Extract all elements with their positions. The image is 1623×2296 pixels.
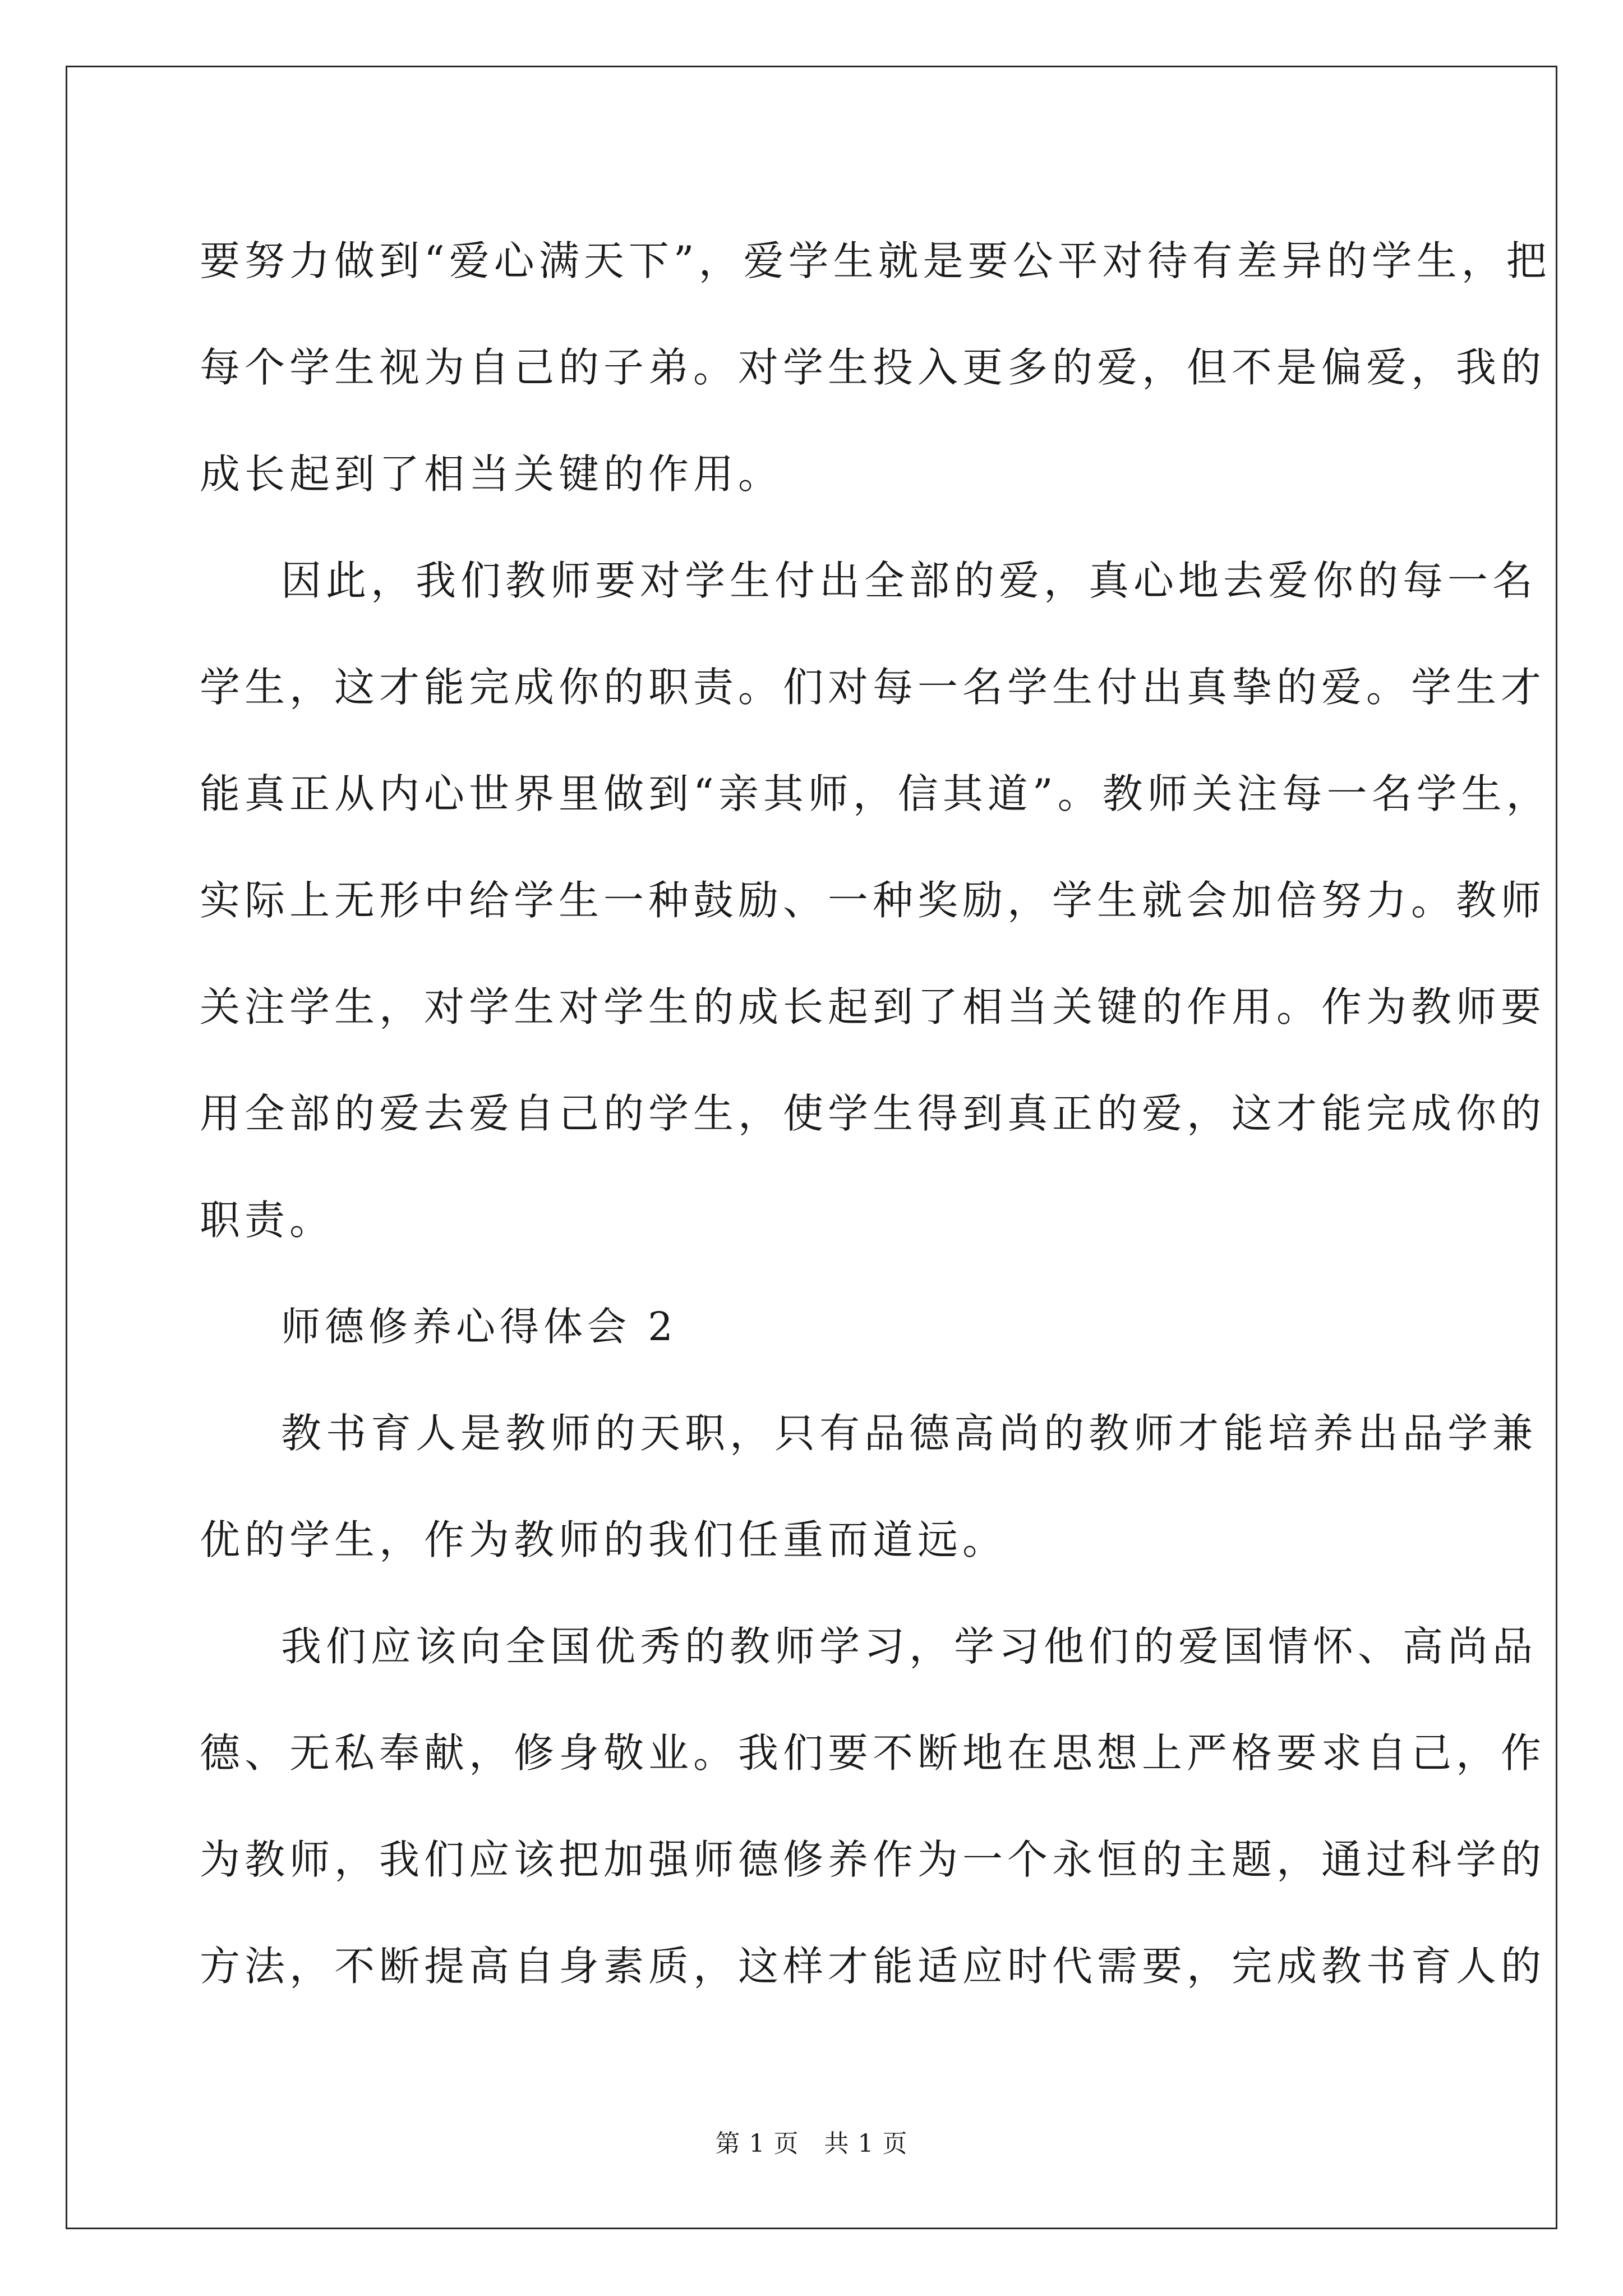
- text-line: 每个学生视为自己的子弟。对学生投入更多的爱，但不是偏爱，我的: [200, 344, 1546, 391]
- document-body: [200, 208, 1551, 2019]
- text-line: 要努力做到“爱心满天下”，爱学生就是要公平对待有差异的学生，把: [200, 237, 1551, 284]
- text-line: 关注学生，对学生对学生的成长起到了相当关键的作用。作为教师要: [200, 983, 1546, 1030]
- paragraph-start-line: 教书育人是教师的天职，只有品德高尚的教师才能培养出品学兼: [281, 1410, 1538, 1457]
- text-line: 职责。: [200, 1197, 335, 1244]
- text-line: 学生，这才能完成你的职责。们对每一名学生付出真挚的爱。学生才: [200, 664, 1546, 711]
- text-line: 优的学生，作为教师的我们任重而道远。: [200, 1516, 1008, 1563]
- text-line: 成长起到了相当关键的作用。: [200, 450, 783, 498]
- text-line: 方法，不断提高自身素质，这样才能适应时代需要，完成教书育人的: [200, 1943, 1546, 1990]
- section-heading: 师德修养心得体会 2: [281, 1304, 677, 1350]
- text-line: 德、无私奉献，修身敬业。我们要不断地在思想上严格要求自己，作: [200, 1729, 1546, 1777]
- text-line: 能真正从内心世界里做到“亲其师，信其道”。教师关注每一名学生，: [200, 770, 1551, 817]
- text-line: 用全部的爱去爱自己的学生，使学生得到真正的爱，这才能完成你的: [200, 1090, 1546, 1137]
- page-number-footer: 第 1 页 共 1 页: [715, 2129, 908, 2158]
- text-line: 实际上无形中给学生一种鼓励、一种奖励，学生就会加倍努力。教师: [200, 877, 1546, 924]
- paragraph-start-line: 因此，我们教师要对学生付出全部的爱，真心地去爱你的每一名: [281, 557, 1538, 604]
- paragraph-start-line: 我们应该向全国优秀的教师学习，学习他们的爱国情怀、高尚品: [281, 1623, 1538, 1670]
- text-line: 为教师，我们应该把加强师德修养作为一个永恒的主题，通过科学的: [200, 1836, 1546, 1883]
